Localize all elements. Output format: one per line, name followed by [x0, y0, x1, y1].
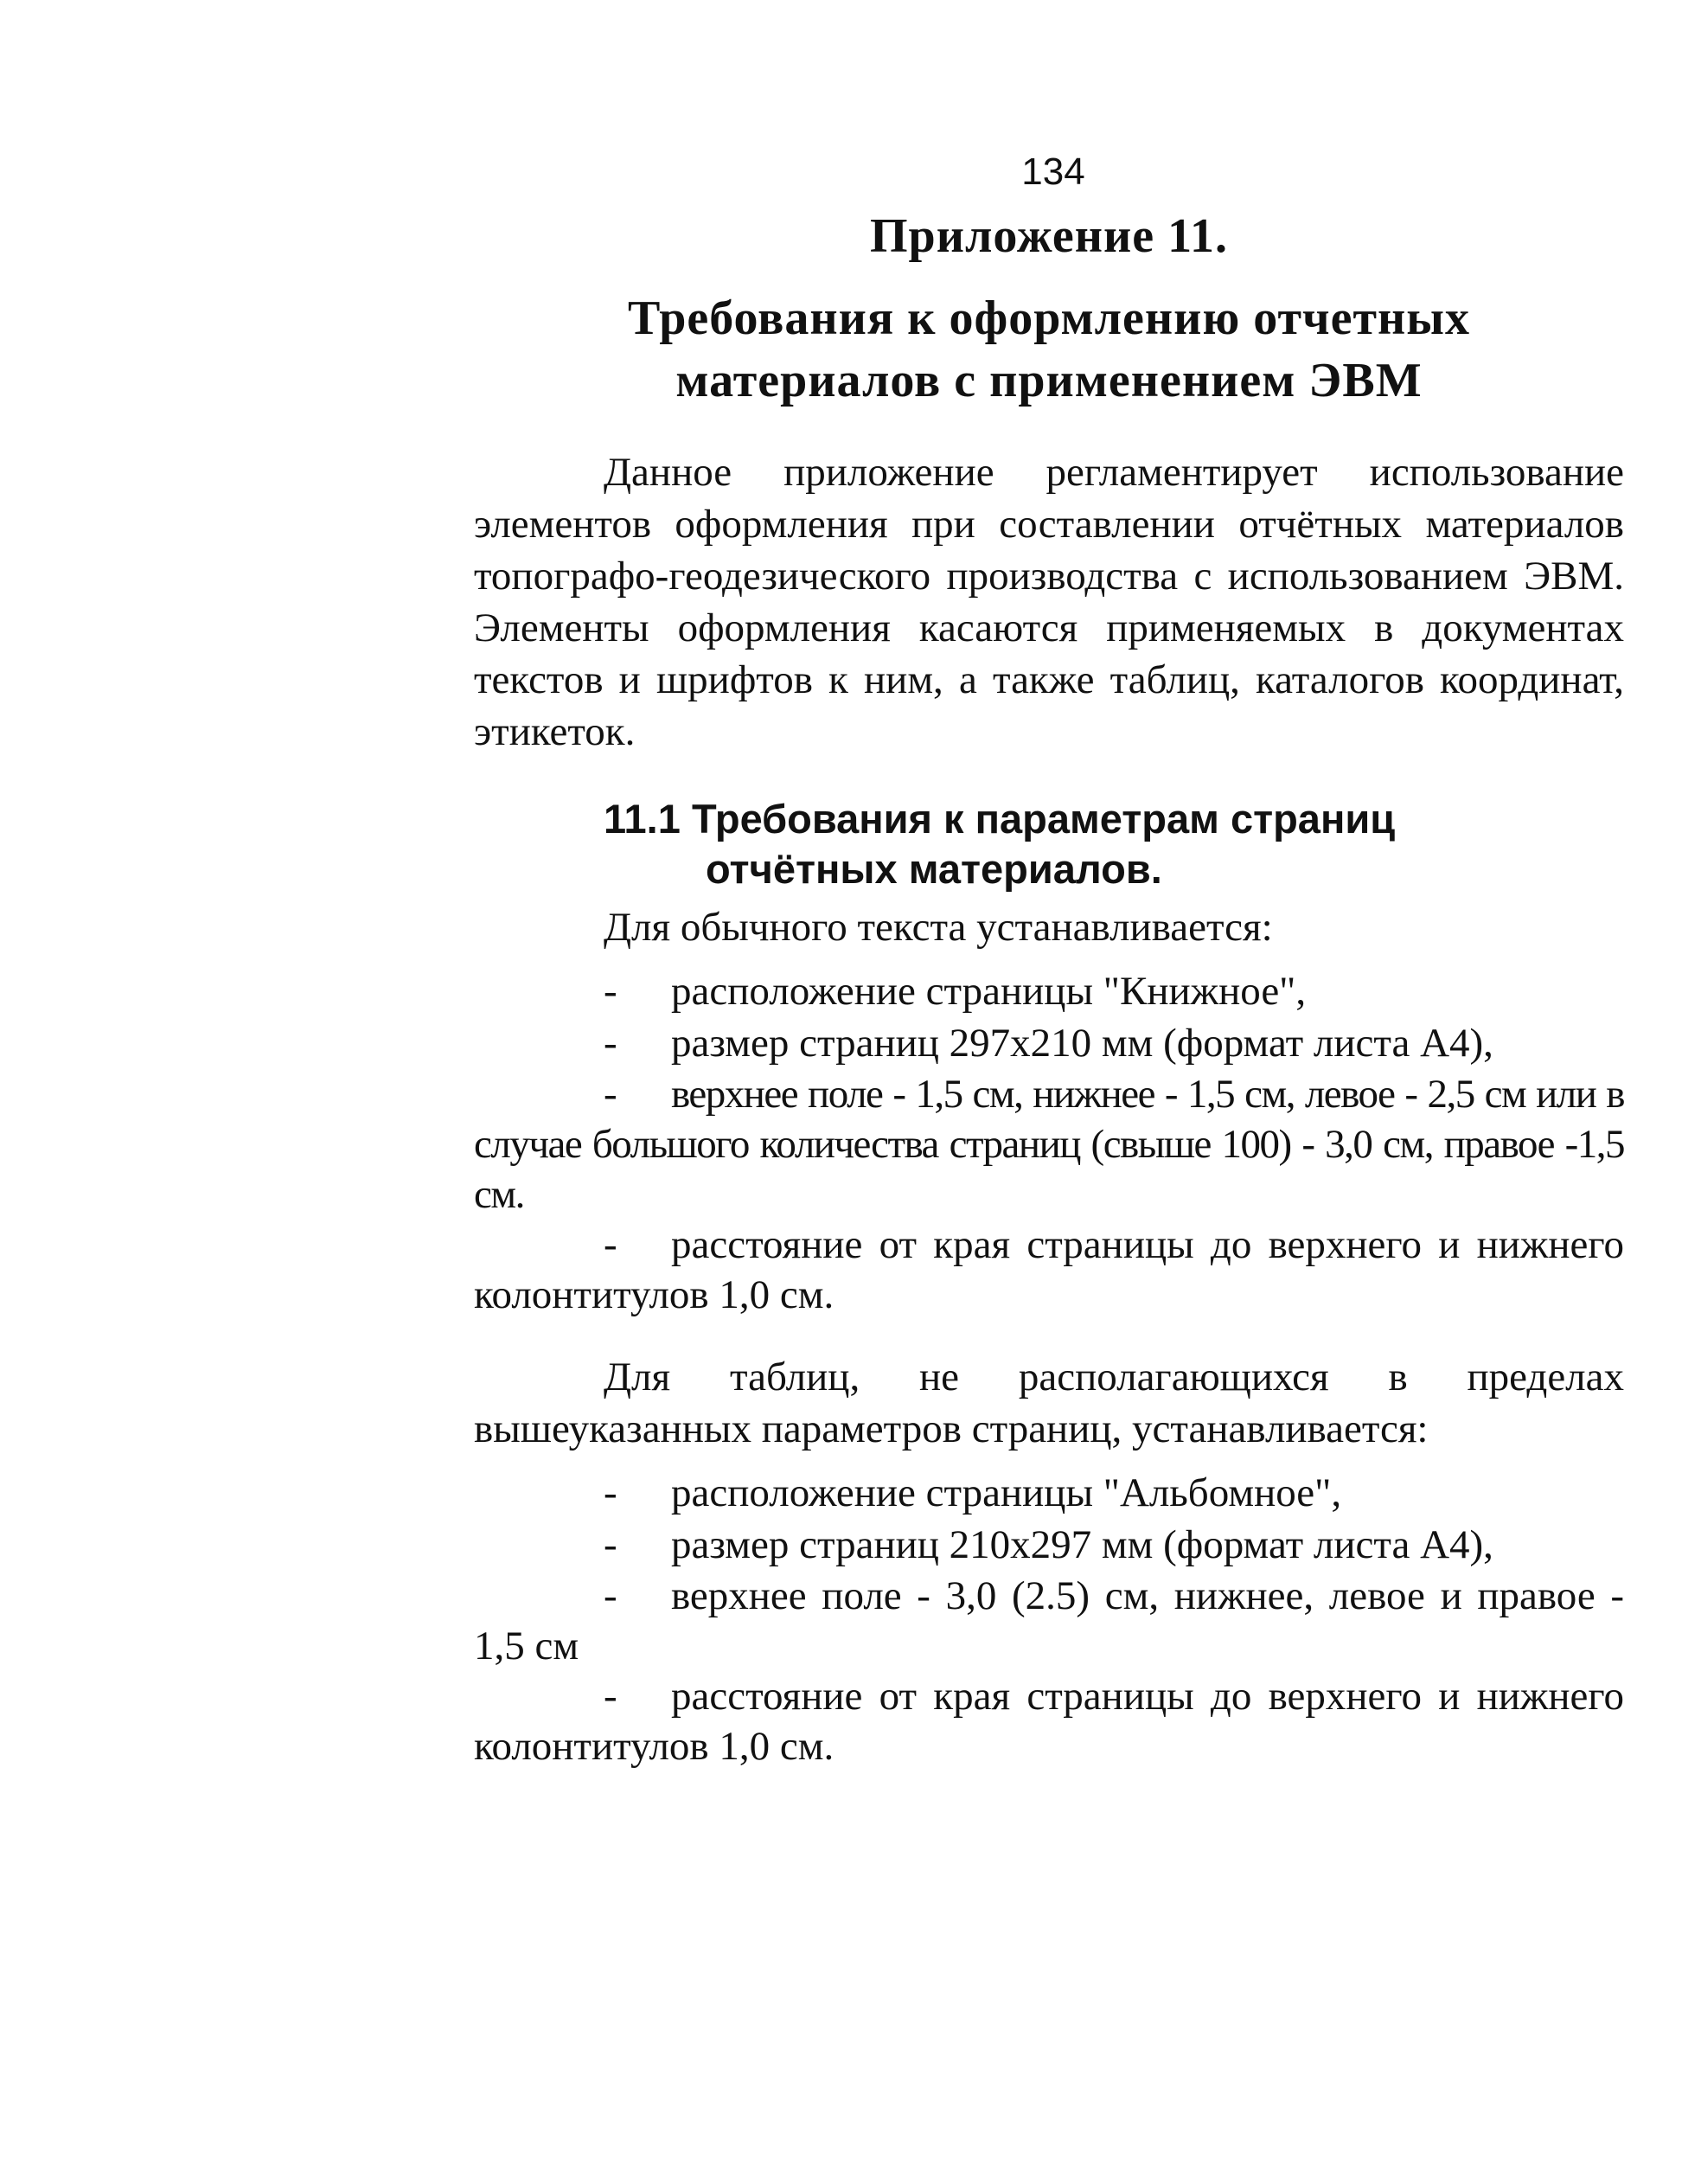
list-item-text: размер страниц 297х210 мм (формат листа А4),: [671, 1021, 1493, 1066]
main-title-line-1: Требования к оформлению отчетных: [628, 291, 1470, 345]
intro-paragraph: Данное приложение регламентирует использование элементов оформления при составлении отчётных материалов топографо-геодезического производства с использованием ЭВМ. Элементы оформления касаются применяемых в документах текстов и шрифтов к ним, а также таблиц, каталогов координат, этикеток.: [474, 450, 1624, 754]
list-item: [474, 1467, 1624, 1519]
list-item-text: верхнее поле - 3,0 (2.5) см, нижнее, левое и правое - 1,5 см: [474, 1573, 1624, 1668]
list-item-text: расстояние от края страницы до верхнего и нижнего колонтитулов 1,0 см.: [474, 1222, 1624, 1317]
list-dash: -: [604, 1674, 617, 1719]
list-dash: -: [604, 1573, 617, 1618]
list-item: [474, 1069, 1624, 1220]
list-dash: -: [604, 1470, 617, 1515]
main-title: [474, 287, 1624, 412]
list-item: [474, 1671, 1624, 1771]
tables-lead: Для таблиц, не располагающихся в пределах вышеуказанных параметров страниц, устанавливается:: [474, 1355, 1624, 1451]
main-title-line-2: материалов с применением ЭВМ: [675, 354, 1423, 407]
section-heading-line-2: отчётных материалов.: [706, 846, 1162, 892]
spacer: [474, 1320, 1624, 1351]
list-item-text: расположение страницы "Альбомное",: [671, 1470, 1342, 1515]
list-item: [474, 965, 1624, 1017]
list-item: [474, 1017, 1624, 1069]
list-item: [474, 1519, 1624, 1571]
section-heading-line-1: 11.1 Требования к параметрам страниц: [604, 796, 1396, 842]
list-item: [474, 1220, 1624, 1320]
spacer: [474, 1455, 1624, 1467]
list-dash: -: [604, 1522, 617, 1567]
list-dash: -: [604, 969, 617, 1014]
section-heading: [474, 794, 1624, 894]
list-item-text: расположение страницы "Книжное",: [671, 969, 1307, 1014]
list-dash: -: [604, 1222, 617, 1267]
normal-text-lead: Для обычного текста устанавливается:: [604, 905, 1273, 950]
list-item-text: размер страниц 210х297 мм (формат листа А4),: [671, 1522, 1493, 1567]
list-dash: -: [604, 1072, 617, 1117]
page-number: 134: [1021, 151, 1085, 193]
appendix-title: Приложение 11.: [869, 209, 1228, 263]
list-item-text: расстояние от края страницы до верхнего и нижнего колонтитулов 1,0 см.: [474, 1674, 1624, 1769]
list-item: [474, 1571, 1624, 1671]
list-dash: -: [604, 1021, 617, 1066]
page-content: [474, 147, 1624, 1771]
list-item-text: верхнее поле - 1,5 см, нижнее - 1,5 см, левое - 2,5 см или в случае большого количества страниц (свыше 100) - 3,0 см, правое -1,5 см.: [474, 1072, 1624, 1217]
